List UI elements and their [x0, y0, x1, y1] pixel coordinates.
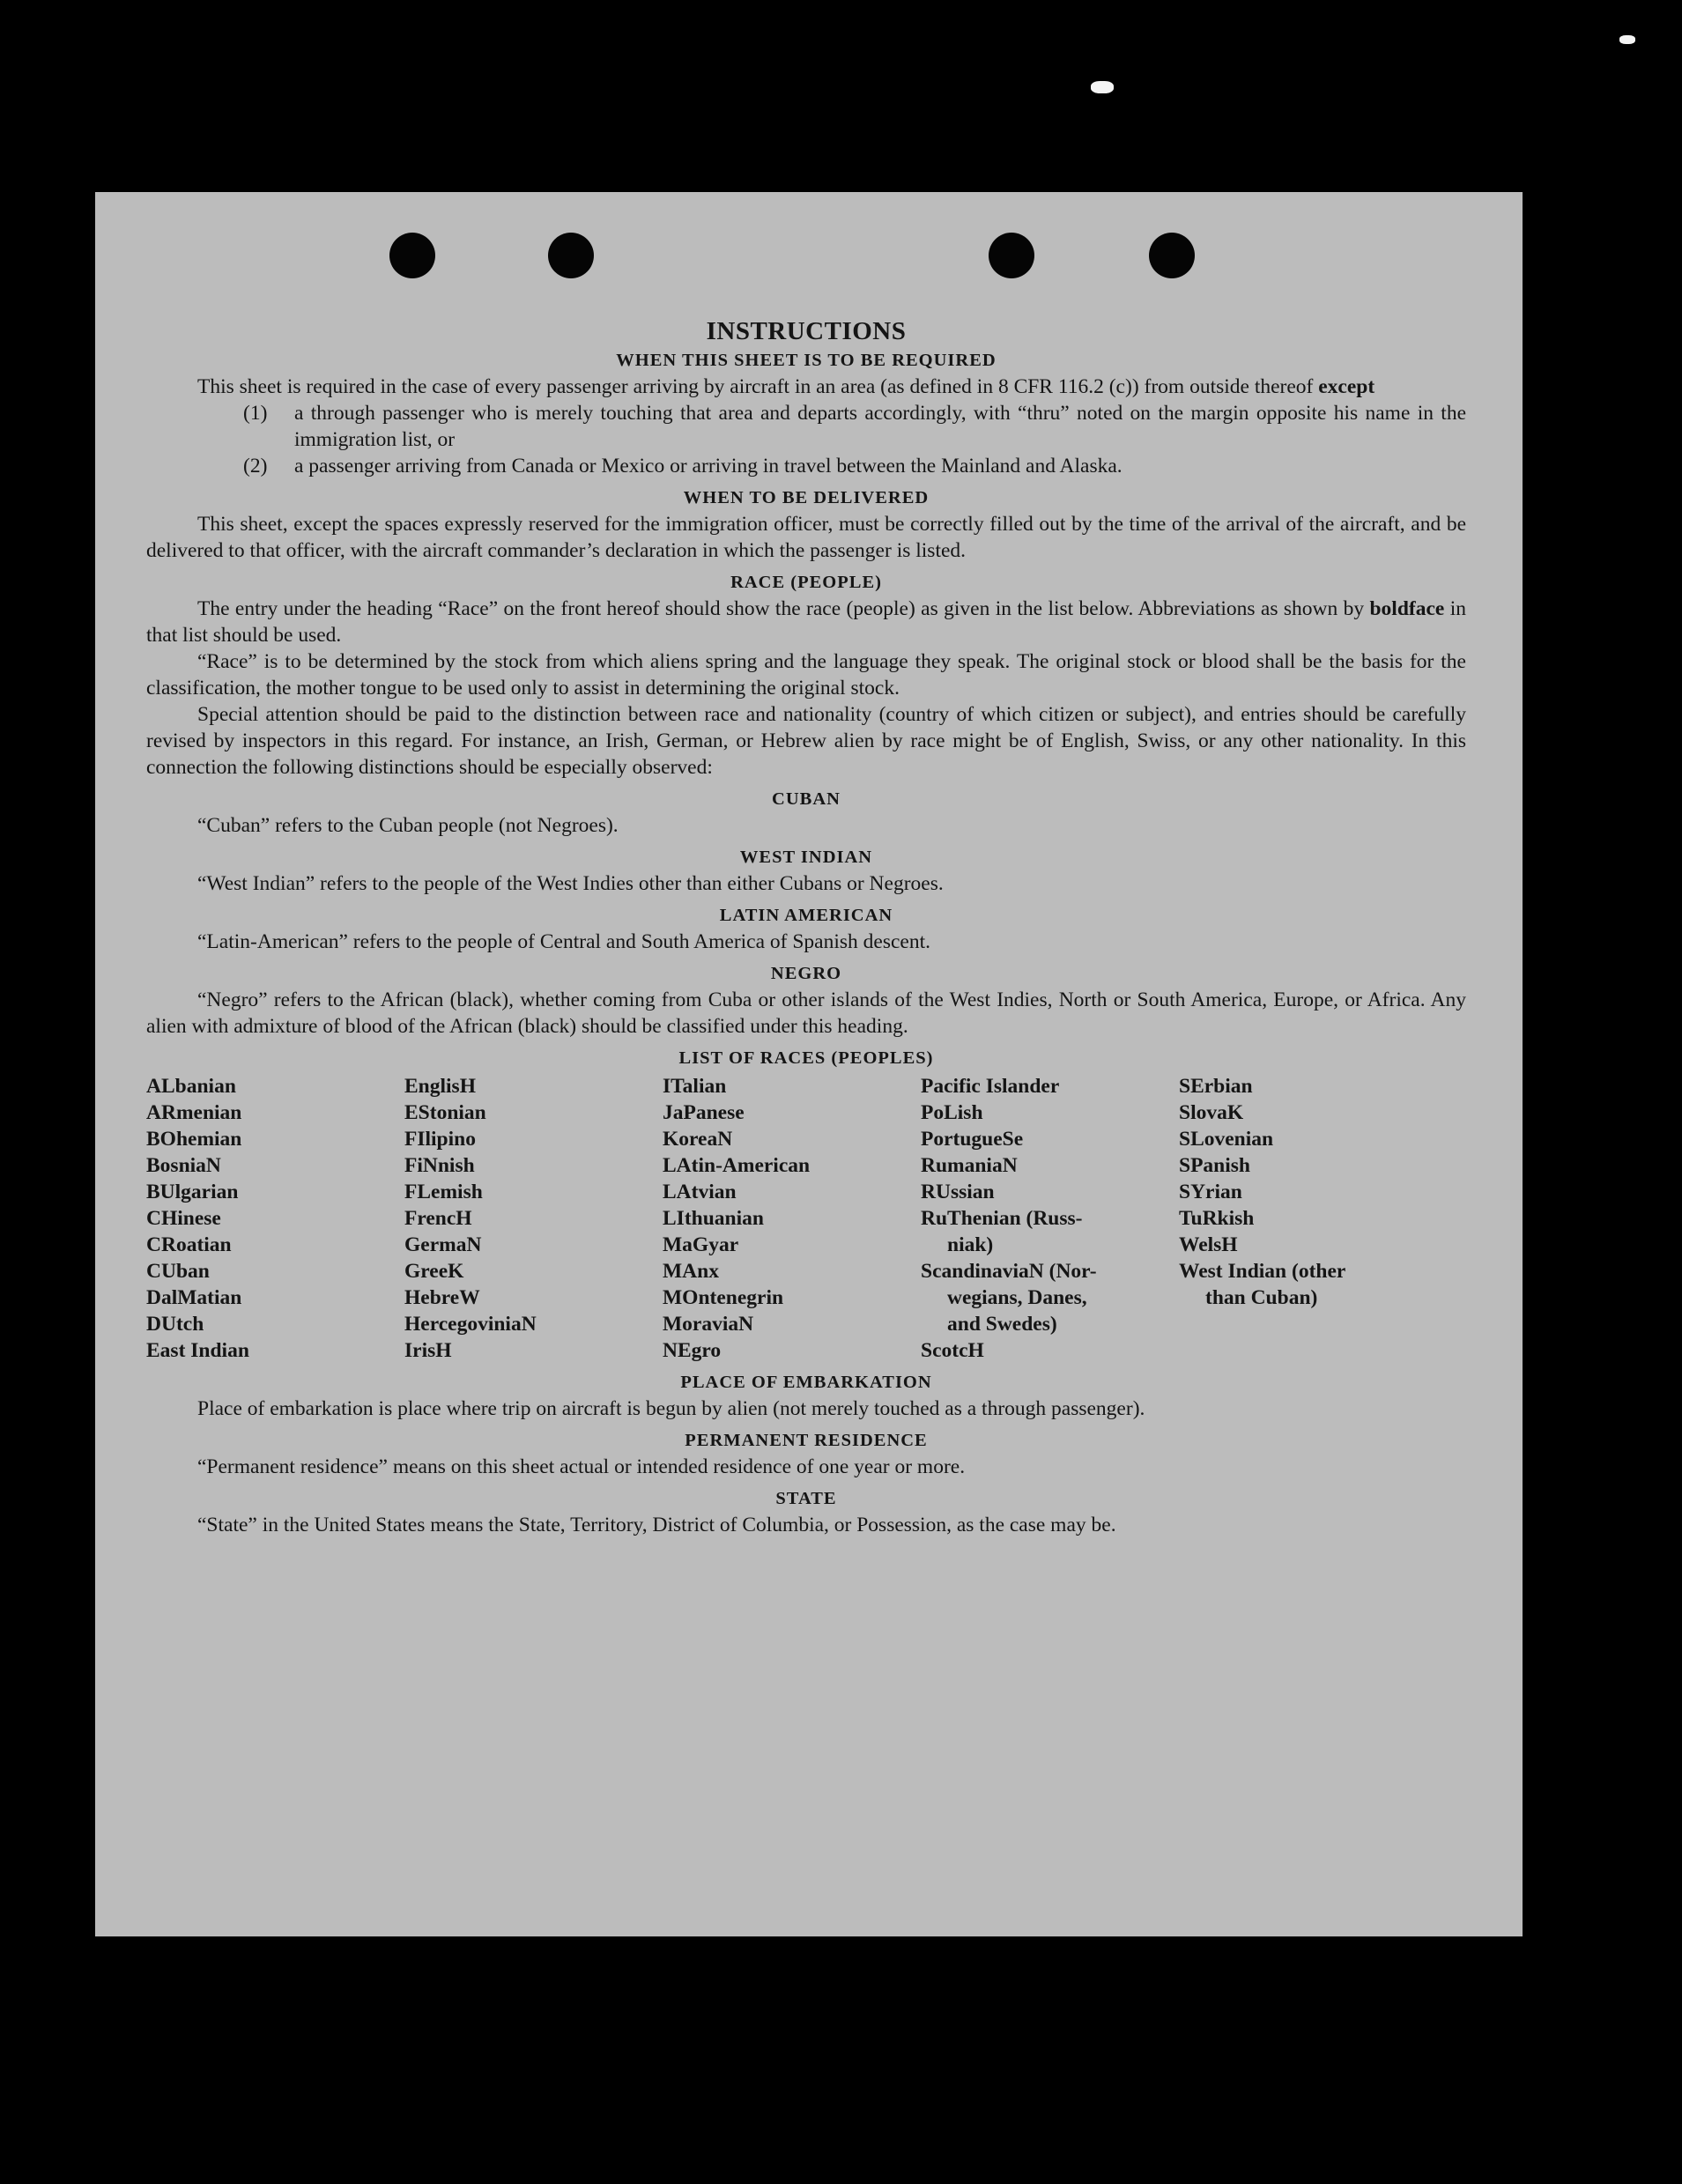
race-paragraph-3: Special attention should be paid to the distinction between race and nationality (country of which citizen or subject), and entries should be carefully revised by inspectors in this regard. For instance, an Irish, German, or Hebrew alien by race might be of English, Swiss, or any other nationality. In this connection the following distinctions should be especially observed:: [146, 703, 1466, 779]
race-entry-continuation: niak): [947, 1233, 994, 1256]
race-entry: GermaN: [404, 1233, 482, 1256]
latin-american-text: “Latin-American” refers to the people of Central and South America of Spanish descent.: [197, 930, 931, 953]
race-entry: LIthuanian: [663, 1207, 764, 1230]
list-item: (1) a through passenger who is merely touching that area and departs accordingly, with “thru” noted on the margin opposite his name in the immigration list, or: [243, 402, 1466, 451]
instructions-body: [146, 315, 1466, 1538]
heading-required: WHEN THIS SHEET IS TO BE REQUIRED: [616, 351, 997, 370]
heading-delivered: WHEN TO BE DELIVERED: [683, 488, 930, 507]
dust-speck: [1619, 35, 1635, 44]
races-column: [1179, 1073, 1466, 1364]
race-entry: FiNnish: [404, 1154, 475, 1177]
race-entry: TuRkish: [1179, 1207, 1255, 1230]
race-entry-continuation: wegians, Danes,: [947, 1286, 1087, 1309]
race-entry: WelsH: [1179, 1233, 1238, 1256]
race-entry: ARmenian: [146, 1101, 242, 1124]
races-column: [921, 1073, 1179, 1364]
race-entry: SlovaK: [1179, 1101, 1244, 1124]
race-entry: PoLish: [921, 1101, 983, 1124]
race-entry: SErbian: [1179, 1075, 1253, 1098]
heading-residence: PERMANENT RESIDENCE: [685, 1431, 928, 1450]
races-list: [146, 1073, 1466, 1364]
race-entry: DalMatian: [146, 1286, 242, 1309]
race-entry: CRoatian: [146, 1233, 232, 1256]
embarkation-text: Place of embarkation is place where trip on aircraft is begun by alien (not merely touched as a through passenger).: [197, 1397, 1145, 1420]
race-entry: NEgro: [663, 1339, 722, 1362]
race-entry: SPanish: [1179, 1154, 1250, 1177]
heading-list-of-races: LIST OF RACES (PEOPLES): [678, 1048, 934, 1068]
race-entry: ScandinaviaN (Nor-: [921, 1260, 1097, 1283]
race-entry: PortugueSe: [921, 1128, 1024, 1151]
races-column: [146, 1073, 404, 1364]
heading-negro: NEGRO: [770, 964, 842, 983]
race-entry: ALbanian: [146, 1075, 236, 1098]
race-entry: CHinese: [146, 1207, 221, 1230]
race-entry: BosniaN: [146, 1154, 221, 1177]
race-entry: FLemish: [404, 1181, 483, 1203]
punch-hole: [989, 233, 1034, 278]
race-entry: GreeK: [404, 1260, 464, 1283]
punch-hole: [548, 233, 594, 278]
race-entry-continuation: than Cuban): [1205, 1286, 1318, 1309]
west-indian-text: “West Indian” refers to the people of the West Indies other than either Cubans or Negroes.: [197, 872, 944, 895]
residence-text: “Permanent residence” means on this sheet actual or intended residence of one year or more.: [197, 1455, 966, 1478]
punch-hole: [389, 233, 435, 278]
race-entry: West Indian (other: [1179, 1260, 1346, 1283]
race-entry: MAnx: [663, 1260, 719, 1283]
races-column: [404, 1073, 663, 1364]
list-item: (2) a passenger arriving from Canada or Mexico or arriving in travel between the Mainland and Alaska.: [243, 455, 1123, 478]
heading-west-indian: WEST INDIAN: [739, 848, 873, 867]
dust-speck: [1091, 81, 1114, 93]
required-intro: This sheet is required in the case of every passenger arriving by aircraft in an area (as defined in 8 CFR 116.2 (c)) from outside thereof except: [197, 375, 1375, 398]
race-entry: ITalian: [663, 1075, 727, 1098]
race-entry: ScotcH: [921, 1339, 984, 1362]
race-entry: EStonian: [404, 1101, 486, 1124]
page-title: INSTRUCTIONS: [706, 317, 907, 345]
race-entry: DUtch: [146, 1313, 204, 1336]
punch-hole: [1149, 233, 1195, 278]
race-entry: Pacific Islander: [921, 1075, 1060, 1098]
cuban-text: “Cuban” refers to the Cuban people (not Negroes).: [197, 814, 619, 837]
race-entry: HebreW: [404, 1286, 480, 1309]
race-entry: BUlgarian: [146, 1181, 239, 1203]
heading-race: RACE (PEOPLE): [730, 573, 882, 592]
race-entry: HercegoviniaN: [404, 1313, 537, 1336]
race-entry: IrisH: [404, 1339, 452, 1362]
race-entry: CUban: [146, 1260, 210, 1283]
race-entry: EnglisH: [404, 1075, 476, 1098]
heading-cuban: CUBAN: [772, 789, 841, 809]
document-sheet: [95, 192, 1523, 1936]
race-entry: LAtvian: [663, 1181, 737, 1203]
race-entry: LAtin-American: [663, 1154, 811, 1177]
race-entry: RumaniaN: [921, 1154, 1018, 1177]
race-entry: FrencH: [404, 1207, 472, 1230]
race-paragraph-1: The entry under the heading “Race” on the front hereof should show the race (people) as given in the list below. Abbreviations as shown by boldface in that list should be used.: [146, 597, 1466, 647]
race-paragraph-2: “Race” is to be determined by the stock from which aliens spring and the language they speak. The original stock or blood shall be the basis for the classification, the mother tongue to be used only to assist in determining the original stock.: [146, 650, 1466, 700]
heading-state: STATE: [775, 1489, 837, 1508]
race-entry: SLovenian: [1179, 1128, 1274, 1151]
negro-text: “Negro” refers to the African (black), whether coming from Cuba or other islands of the West Indies, North or South America, Europe, or Africa. Any alien with admixture of blood of the African (black) should be classified under this heading.: [146, 988, 1466, 1038]
race-entry: KoreaN: [663, 1128, 733, 1151]
delivered-text: This sheet, except the spaces expressly reserved for the immigration officer, must be correctly filled out by the time of the arrival of the aircraft, and be delivered to that officer, with the aircraft commander’s declaration in which the passenger is listed.: [146, 513, 1466, 562]
heading-embarkation: PLACE OF EMBARKATION: [680, 1373, 932, 1392]
race-entry: MoraviaN: [663, 1313, 754, 1336]
race-entry: MOntenegrin: [663, 1286, 784, 1309]
race-entry-continuation: and Swedes): [947, 1313, 1057, 1336]
race-entry: SYrian: [1179, 1181, 1242, 1203]
race-entry: RUssian: [921, 1181, 995, 1203]
state-text: “State” in the United States means the State, Territory, District of Columbia, or Possession, as the case may be.: [197, 1514, 1116, 1536]
race-entry: BOhemian: [146, 1128, 242, 1151]
heading-latin-american: LATIN AMERICAN: [719, 906, 893, 925]
race-entry: JaPanese: [663, 1101, 745, 1124]
race-entry: East Indian: [146, 1339, 249, 1362]
race-entry: FIlipino: [404, 1128, 476, 1151]
race-entry: MaGyar: [663, 1233, 739, 1256]
races-column: [663, 1073, 921, 1364]
race-entry: RuThenian (Russ-: [921, 1207, 1083, 1230]
